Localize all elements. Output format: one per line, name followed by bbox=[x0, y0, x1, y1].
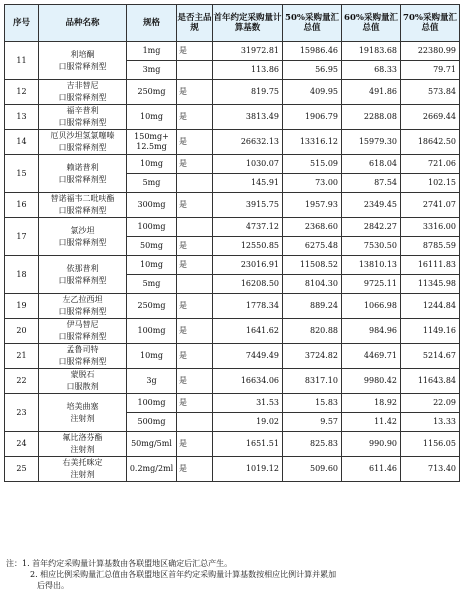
pct70-cell: 79.71 bbox=[401, 61, 460, 80]
pct60-cell: 11.42 bbox=[342, 413, 401, 432]
base-cell: 1641.62 bbox=[213, 319, 283, 344]
seq-cell: 17 bbox=[5, 218, 39, 256]
spec-cell: 50mg bbox=[127, 237, 177, 256]
spec-cell: 3g bbox=[127, 369, 177, 394]
main-spec-cell: 是 bbox=[177, 432, 213, 457]
seq-cell: 20 bbox=[5, 319, 39, 344]
table-row bbox=[5, 130, 460, 155]
header-60: 60%采购量汇总值 bbox=[342, 5, 401, 42]
pct60-cell: 15979.30 bbox=[342, 130, 401, 155]
pct50-cell: 825.83 bbox=[283, 432, 342, 457]
main-spec-cell: 是 bbox=[177, 369, 213, 394]
pct70-cell: 2741.07 bbox=[401, 193, 460, 218]
spec-cell: 300mg bbox=[127, 193, 177, 218]
base-cell: 4737.12 bbox=[213, 218, 283, 237]
drug-name-cell: 福辛普利 口服常释剂型 bbox=[39, 105, 127, 130]
pct60-cell: 7530.50 bbox=[342, 237, 401, 256]
spec-cell: 250mg bbox=[127, 80, 177, 105]
base-cell: 1778.34 bbox=[213, 294, 283, 319]
main-spec-cell: 是 bbox=[177, 256, 213, 275]
pct70-cell: 3316.00 bbox=[401, 218, 460, 237]
pct70-cell: 13.33 bbox=[401, 413, 460, 432]
pct50-cell: 409.95 bbox=[283, 80, 342, 105]
drug-name-cell: 氯沙坦 口服常释剂型 bbox=[39, 218, 127, 256]
pct60-cell: 4469.71 bbox=[342, 344, 401, 369]
main-spec-cell: 是 bbox=[177, 105, 213, 130]
pct60-cell: 2288.08 bbox=[342, 105, 401, 130]
pct50-cell: 73.00 bbox=[283, 174, 342, 193]
drug-name-cell: 右美托咪定 注射剂 bbox=[39, 457, 127, 482]
base-cell: 19.02 bbox=[213, 413, 283, 432]
header-50: 50%采购量汇总值 bbox=[283, 5, 342, 42]
table-row bbox=[5, 80, 460, 105]
drug-name-cell: 孟鲁司特 口服常释剂型 bbox=[39, 344, 127, 369]
pct50-cell: 1957.93 bbox=[283, 193, 342, 218]
pct70-cell: 11643.84 bbox=[401, 369, 460, 394]
table-row bbox=[5, 42, 460, 61]
footnote-2-cont: 后得出。 bbox=[37, 581, 69, 590]
pct70-cell: 22.09 bbox=[401, 394, 460, 413]
seq-cell: 22 bbox=[5, 369, 39, 394]
drug-name-cell: 利培酮 口服常释剂型 bbox=[39, 42, 127, 80]
base-cell: 145.91 bbox=[213, 174, 283, 193]
pct50-cell: 6275.48 bbox=[283, 237, 342, 256]
base-cell: 1019.12 bbox=[213, 457, 283, 482]
pct70-cell: 18642.50 bbox=[401, 130, 460, 155]
main-spec-cell: 是 bbox=[177, 130, 213, 155]
pct50-cell: 13316.12 bbox=[283, 130, 342, 155]
spec-cell: 500mg bbox=[127, 413, 177, 432]
procurement-table bbox=[4, 4, 460, 482]
spec-cell: 10mg bbox=[127, 155, 177, 174]
main-spec-cell bbox=[177, 61, 213, 80]
pct70-cell: 1244.84 bbox=[401, 294, 460, 319]
pct60-cell: 68.33 bbox=[342, 61, 401, 80]
pct50-cell: 3724.82 bbox=[283, 344, 342, 369]
pct60-cell: 990.90 bbox=[342, 432, 401, 457]
footnote-2: 2. 相应比例采购量汇总值由各联盟地区首年约定采购量计算基数按相应比例计算并累加 bbox=[30, 570, 337, 579]
footnote-label: 注： bbox=[6, 559, 22, 568]
seq-cell: 23 bbox=[5, 394, 39, 432]
pct50-cell: 11508.52 bbox=[283, 256, 342, 275]
table-row bbox=[5, 218, 460, 237]
pct50-cell: 8317.10 bbox=[283, 369, 342, 394]
main-spec-cell: 是 bbox=[177, 80, 213, 105]
drug-name-cell: 左乙拉西坦 口服常释剂型 bbox=[39, 294, 127, 319]
seq-cell: 14 bbox=[5, 130, 39, 155]
table-row bbox=[5, 457, 460, 482]
drug-name-cell: 赖诺普利 口服常释剂型 bbox=[39, 155, 127, 193]
pct70-cell: 2669.44 bbox=[401, 105, 460, 130]
seq-cell: 21 bbox=[5, 344, 39, 369]
main-spec-cell: 是 bbox=[177, 394, 213, 413]
pct50-cell: 15.83 bbox=[283, 394, 342, 413]
spec-cell: 0.2mg/2ml bbox=[127, 457, 177, 482]
pct50-cell: 820.88 bbox=[283, 319, 342, 344]
pct50-cell: 15986.46 bbox=[283, 42, 342, 61]
pct70-cell: 1149.16 bbox=[401, 319, 460, 344]
drug-name-cell: 氟比洛芬酯 注射剂 bbox=[39, 432, 127, 457]
table-row bbox=[5, 256, 460, 275]
pct70-cell: 16111.83 bbox=[401, 256, 460, 275]
spec-cell: 5mg bbox=[127, 174, 177, 193]
pct70-cell: 5214.67 bbox=[401, 344, 460, 369]
pct50-cell: 515.09 bbox=[283, 155, 342, 174]
base-cell: 16208.50 bbox=[213, 275, 283, 294]
base-cell: 31972.81 bbox=[213, 42, 283, 61]
pct50-cell: 2368.60 bbox=[283, 218, 342, 237]
header-70: 70%采购量汇总值 bbox=[401, 5, 460, 42]
base-cell: 3915.75 bbox=[213, 193, 283, 218]
main-spec-cell: 是 bbox=[177, 155, 213, 174]
base-cell: 16634.06 bbox=[213, 369, 283, 394]
table-row bbox=[5, 105, 460, 130]
header-seq: 序号 bbox=[5, 5, 39, 42]
seq-cell: 15 bbox=[5, 155, 39, 193]
pct60-cell: 2842.27 bbox=[342, 218, 401, 237]
pct50-cell: 889.24 bbox=[283, 294, 342, 319]
spec-cell: 10mg bbox=[127, 105, 177, 130]
pct70-cell: 721.06 bbox=[401, 155, 460, 174]
footnotes bbox=[6, 558, 458, 591]
table-row bbox=[5, 294, 460, 319]
table-row bbox=[5, 319, 460, 344]
drug-name-cell: 吉非替尼 口服常释剂型 bbox=[39, 80, 127, 105]
spec-cell: 100mg bbox=[127, 394, 177, 413]
main-spec-cell bbox=[177, 275, 213, 294]
main-spec-cell: 是 bbox=[177, 237, 213, 256]
drug-name-cell: 依那普利 口服常释剂型 bbox=[39, 256, 127, 294]
pct70-cell: 8785.59 bbox=[401, 237, 460, 256]
base-cell: 1030.07 bbox=[213, 155, 283, 174]
pct70-cell: 11345.98 bbox=[401, 275, 460, 294]
pct60-cell: 9980.42 bbox=[342, 369, 401, 394]
pct60-cell: 611.46 bbox=[342, 457, 401, 482]
main-spec-cell: 是 bbox=[177, 294, 213, 319]
header-row bbox=[5, 5, 460, 42]
header-name: 品种名称 bbox=[39, 5, 127, 42]
main-spec-cell: 是 bbox=[177, 42, 213, 61]
seq-cell: 25 bbox=[5, 457, 39, 482]
base-cell: 31.53 bbox=[213, 394, 283, 413]
main-spec-cell bbox=[177, 218, 213, 237]
base-cell: 7449.49 bbox=[213, 344, 283, 369]
header-base: 首年约定采购量计算基数 bbox=[213, 5, 283, 42]
main-spec-cell: 是 bbox=[177, 344, 213, 369]
spec-cell: 150mg+ 12.5mg bbox=[127, 130, 177, 155]
table-row bbox=[5, 344, 460, 369]
pct60-cell: 2349.45 bbox=[342, 193, 401, 218]
base-cell: 12550.85 bbox=[213, 237, 283, 256]
header-main: 是否主品规 bbox=[177, 5, 213, 42]
main-spec-cell: 是 bbox=[177, 319, 213, 344]
seq-cell: 16 bbox=[5, 193, 39, 218]
base-cell: 23016.91 bbox=[213, 256, 283, 275]
pct60-cell: 491.86 bbox=[342, 80, 401, 105]
pct70-cell: 573.84 bbox=[401, 80, 460, 105]
pct60-cell: 1066.98 bbox=[342, 294, 401, 319]
pct50-cell: 509.60 bbox=[283, 457, 342, 482]
drug-name-cell: 厄贝沙坦氢氯噻嗪 口服常释剂型 bbox=[39, 130, 127, 155]
header-spec: 规格 bbox=[127, 5, 177, 42]
main-spec-cell: 是 bbox=[177, 193, 213, 218]
pct70-cell: 1156.05 bbox=[401, 432, 460, 457]
pct50-cell: 8104.30 bbox=[283, 275, 342, 294]
spec-cell: 10mg bbox=[127, 344, 177, 369]
base-cell: 819.75 bbox=[213, 80, 283, 105]
spec-cell: 10mg bbox=[127, 256, 177, 275]
base-cell: 1651.51 bbox=[213, 432, 283, 457]
pct60-cell: 18.92 bbox=[342, 394, 401, 413]
main-spec-cell bbox=[177, 413, 213, 432]
pct50-cell: 9.57 bbox=[283, 413, 342, 432]
pct60-cell: 9725.11 bbox=[342, 275, 401, 294]
spec-cell: 100mg bbox=[127, 319, 177, 344]
spec-cell: 100mg bbox=[127, 218, 177, 237]
pct60-cell: 87.54 bbox=[342, 174, 401, 193]
pct70-cell: 22380.99 bbox=[401, 42, 460, 61]
drug-name-cell: 伊马替尼 口服常释剂型 bbox=[39, 319, 127, 344]
table-body bbox=[5, 42, 460, 482]
drug-name-cell: 培美曲塞 注射剂 bbox=[39, 394, 127, 432]
table-row bbox=[5, 432, 460, 457]
seq-cell: 12 bbox=[5, 80, 39, 105]
pct60-cell: 984.96 bbox=[342, 319, 401, 344]
pct60-cell: 19183.68 bbox=[342, 42, 401, 61]
base-cell: 113.86 bbox=[213, 61, 283, 80]
seq-cell: 18 bbox=[5, 256, 39, 294]
table-row bbox=[5, 155, 460, 174]
seq-cell: 24 bbox=[5, 432, 39, 457]
spec-cell: 5mg bbox=[127, 275, 177, 294]
spec-cell: 250mg bbox=[127, 294, 177, 319]
drug-name-cell: 替诺福韦二吡呋酯 口服常释剂型 bbox=[39, 193, 127, 218]
base-cell: 3813.49 bbox=[213, 105, 283, 130]
spec-cell: 3mg bbox=[127, 61, 177, 80]
footnote-1: 注：1. 首年约定采购量计算基数由各联盟地区确定后汇总产生。 bbox=[6, 559, 233, 568]
table-row bbox=[5, 394, 460, 413]
seq-cell: 13 bbox=[5, 105, 39, 130]
pct50-cell: 1906.79 bbox=[283, 105, 342, 130]
table-row bbox=[5, 369, 460, 394]
pct70-cell: 102.15 bbox=[401, 174, 460, 193]
pct70-cell: 713.40 bbox=[401, 457, 460, 482]
main-spec-cell: 是 bbox=[177, 457, 213, 482]
seq-cell: 19 bbox=[5, 294, 39, 319]
pct60-cell: 618.04 bbox=[342, 155, 401, 174]
spec-cell: 50mg/5ml bbox=[127, 432, 177, 457]
pct60-cell: 13810.13 bbox=[342, 256, 401, 275]
table-row bbox=[5, 193, 460, 218]
pct50-cell: 56.95 bbox=[283, 61, 342, 80]
spec-cell: 1mg bbox=[127, 42, 177, 61]
main-spec-cell bbox=[177, 174, 213, 193]
drug-name-cell: 蒙脱石 口服散剂 bbox=[39, 369, 127, 394]
seq-cell: 11 bbox=[5, 42, 39, 80]
base-cell: 26632.13 bbox=[213, 130, 283, 155]
